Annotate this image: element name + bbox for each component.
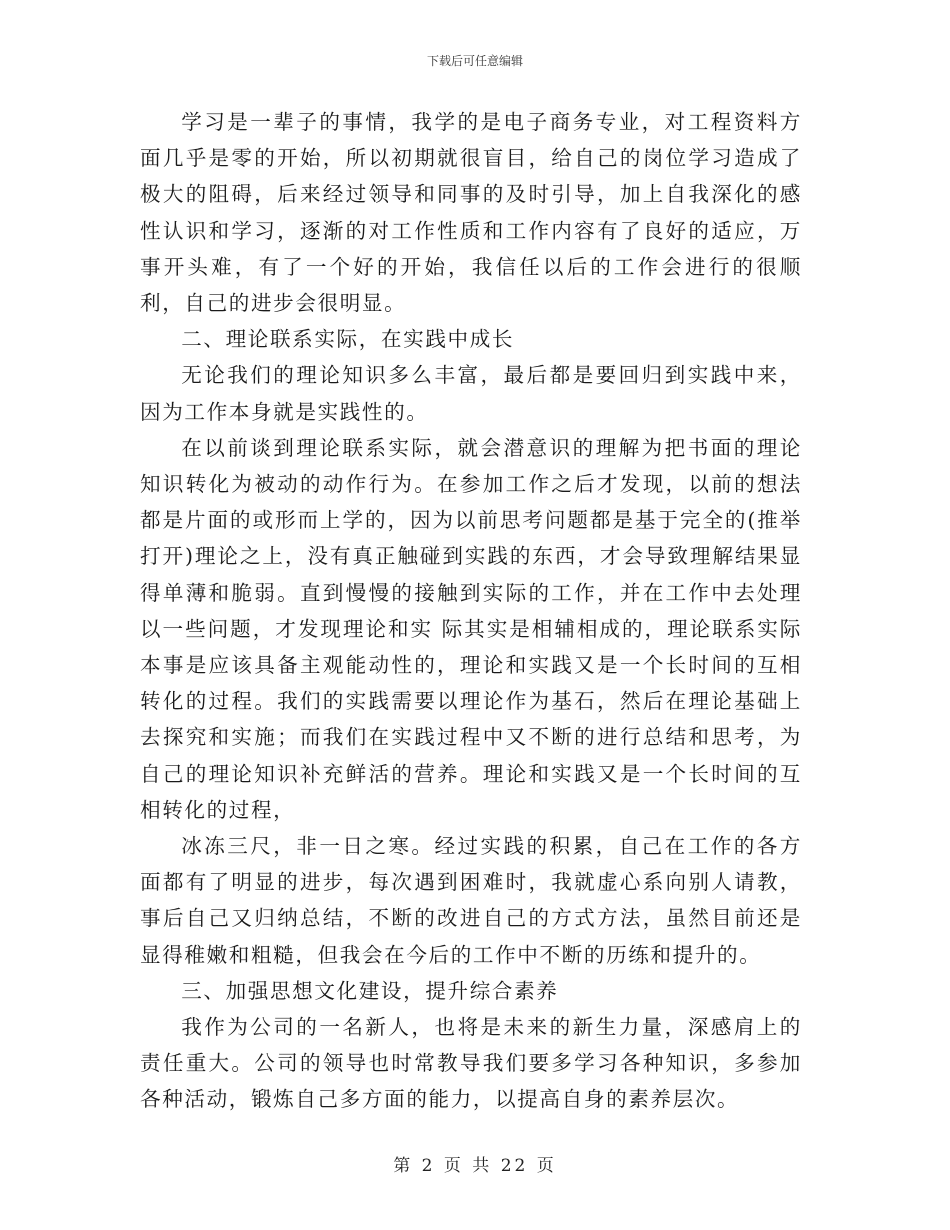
document-body <box>140 104 802 1118</box>
page-header: 下载后可任意编辑 <box>426 54 523 68</box>
footer-prefix: 第 <box>393 1156 414 1176</box>
section-heading-3: 三、加强思想文化建设，提升综合素养 <box>181 978 559 1003</box>
page-footer <box>0 1151 950 1176</box>
paragraph-learning: 学习是一辈子的事情，我学的是电子商务专业，对工程资料方面几乎是零的开始，所以初期就很盲目，给自己的岗位学习造成了极大的阻碍，后来经过领导和同事的及时引导，加上自我深化的感性认识和学习，逐渐的对工作性质和工作内容有了良好的适应，万事开头难，有了一个好的开始，我信任以后的工作会进行的很顺利，自己的进步会很明显。 <box>140 110 802 316</box>
paragraph-progress: 冰冻三尺，非一日之寒。经过实践的积累，自己在工作的各方面都有了明显的进步，每次遇到困难时，我就虚心系向别人请教，事后自己又归纳总结，不断的改进自己的方式方法，虽然目前还是显得稚嫩和粗糙，但我会在今后的工作中不断的历练和提升的。 <box>140 834 802 967</box>
footer-suffix: 页 <box>536 1156 557 1176</box>
section-heading-2: 二、理论联系实际，在实践中成长 <box>181 327 515 352</box>
footer-total-pages: 22 <box>500 1156 529 1176</box>
paragraph-theory-practice: 在以前谈到理论联系实际，就会潜意识的理解为把书面的理论知识转化为被动的动作行为。在参加工作之后才发现，以前的想法都是片面的或形而上学的，因为以前思考问题都是基于完全的(推举打开)理论之上，没有真正触碰到实践的东西，才会导致理解结果显得单薄和脆弱。直到慢慢的接触到实际的工作，并在工作中去处理以一些问题，才发现理论和实 际其实是相辅相成的，理论联系实际本事是应该具备主观能动性的，理论和实践又是一个长时间的互相转化的过程。我们的实践需要以理论作为基石，然后在理论基础上去探究和实施；而我们在实践过程中又不断的进行总结和思考，为自己的理论知识补充鲜活的营养。理论和实践又是一个长时间的互相转化的过程， <box>140 435 802 822</box>
footer-middle: 页 共 <box>443 1156 493 1176</box>
footer-page-number: 2 <box>421 1156 436 1176</box>
paragraph-new-member: 我作为公司的一名新人，也将是未来的新生力量，深感肩上的责任重大。公司的领导也时常教导我们要多学习各种知识，多参加各种活动，锻炼自己多方面的能力，以提高自身的素养层次。 <box>140 1015 802 1112</box>
paragraph-practice-intro: 无论我们的理论知识多么丰富，最后都是要回归到实践中来，因为工作本身就是实践性的。 <box>140 363 802 424</box>
